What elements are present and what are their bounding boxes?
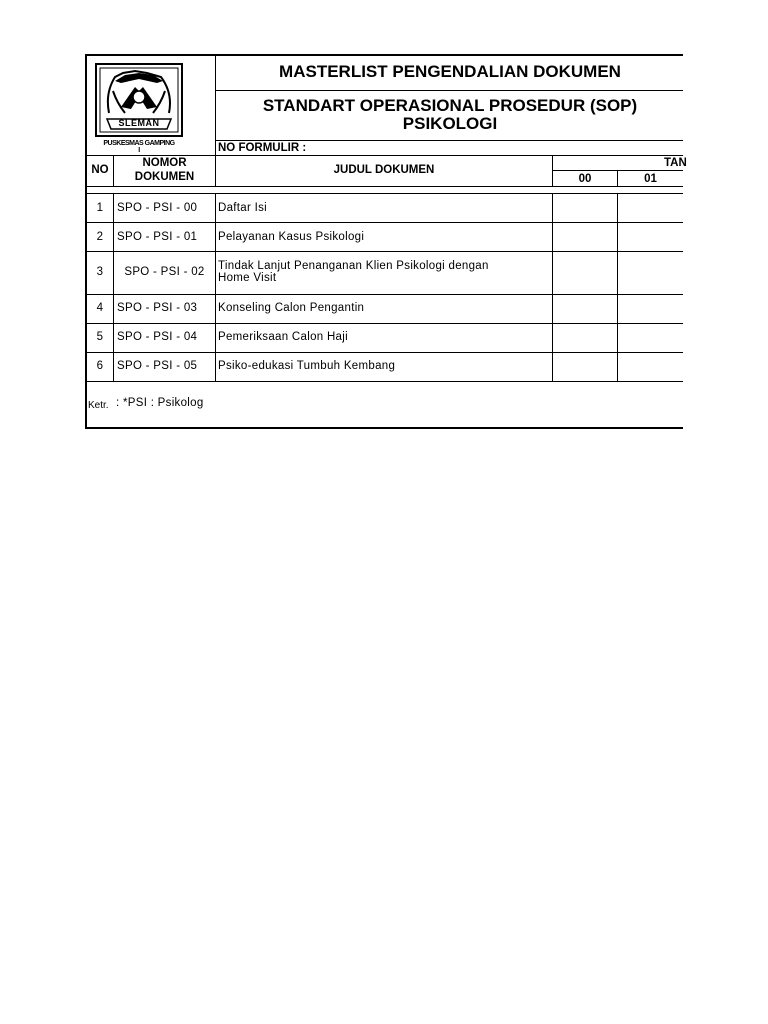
col-header-nomor: NOMOR: [142, 157, 187, 169]
col-sep-1: [113, 193, 114, 382]
col-header-01: 01: [644, 173, 657, 185]
row-5-judul: Pemeriksaan Calon Haji: [218, 331, 348, 343]
logo-caption-2: I: [138, 147, 140, 154]
row-6-no: 6: [96, 360, 104, 372]
row-3-nomor: SPO - PSI - 02: [124, 266, 205, 278]
row-5-no: 5: [96, 331, 104, 343]
row-line-4: [86, 323, 683, 324]
col-header-group: TAN: [664, 157, 687, 169]
header-bottom: [86, 155, 683, 156]
row-1-judul: Daftar Isi: [218, 202, 268, 214]
frame-top: [85, 54, 683, 56]
row-2-judul: Pelayanan Kasus Psikologi: [218, 231, 365, 243]
row-1-no: 1: [96, 202, 104, 214]
row-2-no: 2: [96, 231, 104, 243]
title-divider: [215, 90, 683, 91]
puskesmas-logo: [95, 63, 183, 137]
ketr-text: : *PSI : Psikolog: [116, 397, 204, 409]
frame-bottom: [85, 427, 683, 429]
col-sep-3: [552, 193, 553, 382]
row-4-no: 4: [96, 302, 104, 314]
logo-caption: PUSKESMAS GAMPING: [103, 140, 175, 147]
row-4-nomor: SPO - PSI - 03: [117, 302, 198, 314]
header-row-bottom: [86, 186, 683, 187]
formulir-top: [215, 140, 683, 141]
row-line-3: [86, 294, 683, 295]
logo-banner-text: SLEMAN: [118, 118, 160, 128]
row-6-judul: Psiko-edukasi Tumbuh Kembang: [218, 360, 396, 372]
no-formulir-label: NO FORMULIR :: [218, 142, 307, 154]
body-top: [86, 193, 683, 194]
row-5-nomor: SPO - PSI - 04: [117, 331, 198, 343]
page-subtitle-2: PSIKOLOGI: [402, 114, 498, 133]
page-subtitle: STANDART OPERASIONAL PROSEDUR (SOP): [262, 96, 638, 115]
row-line-1: [86, 222, 683, 223]
col-sep-2: [215, 193, 216, 382]
row-2-nomor: SPO - PSI - 01: [117, 231, 198, 243]
page-title: MASTERLIST PENGENDALIAN DOKUMEN: [279, 62, 621, 81]
col-sep-4: [617, 193, 618, 382]
row-1-nomor: SPO - PSI - 00: [117, 202, 198, 214]
row-6-nomor: SPO - PSI - 05: [117, 360, 198, 372]
row-line-2: [86, 251, 683, 252]
col-header-nomor-2: DOKUMEN: [134, 171, 195, 183]
row-3-judul: Tindak Lanjut Penanganan Klien Psikologi dengan: [218, 260, 489, 272]
col-header-no: NO: [91, 164, 109, 176]
body-bottom: [86, 381, 683, 382]
row-3-no: 3: [96, 266, 104, 278]
col-header-judul: JUDUL DOKUMEN: [333, 164, 435, 176]
row-4-judul: Konseling Calon Pengantin: [218, 302, 365, 314]
row-3-judul-2: Home Visit: [218, 272, 277, 284]
row-line-5: [86, 352, 683, 353]
col-header-00: 00: [578, 173, 592, 185]
ketr-label: Ketr.: [88, 400, 109, 411]
